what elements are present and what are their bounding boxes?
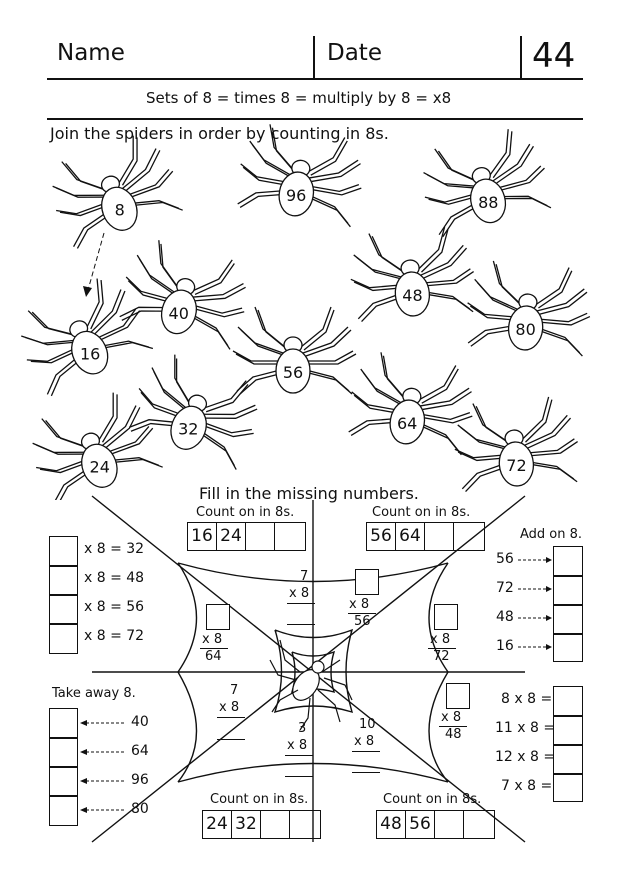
count-cell: 24 [203,811,232,839]
sum-f-top: 3 [298,721,307,736]
divider [553,575,583,577]
sum-h-op: x 8 [441,710,462,725]
take-away-arrows [78,713,128,823]
sum-d-answer-box[interactable] [434,604,458,630]
add-on-item: 16 [496,638,514,654]
divider [553,773,583,775]
sum-h-result: 48 [445,727,462,742]
count-cell: 48 [377,811,406,839]
take-away-item: 80 [131,801,149,817]
count-top-right-title: Count on in 8s. [372,505,471,520]
sum-a-answer-line[interactable] [287,624,315,625]
sum-a-rule [287,603,315,604]
spider-label: 56 [282,363,304,382]
sum-c-op: x 8 [202,632,223,647]
spider-label: 24 [89,457,110,477]
add-on-arrows [514,550,554,660]
count-bottom-right-row [376,810,495,839]
count-bottom-left-row [202,810,321,839]
sum-b-result: 56 [354,614,371,629]
spider-label: 88 [478,192,499,212]
sum-f-op: x 8 [287,738,308,753]
spider-label: 40 [168,303,189,323]
sum-d-op: x 8 [430,632,451,647]
divider [553,744,583,746]
left-equation: x 8 = 56 [84,599,145,615]
spider-label: 32 [178,419,199,439]
spider-label: 48 [402,285,423,305]
sum-e-rule [217,717,245,718]
count-answer-cell[interactable] [261,811,290,839]
divider [553,633,583,635]
sum-g-top: 10 [359,717,376,732]
count-bottom-left-title: Count on in 8s. [210,792,309,807]
right-equation: 7 x 8 = [501,778,553,794]
take-away-item: 40 [131,714,149,730]
sum-f-rule [285,755,313,756]
web-spider [270,640,352,730]
count-cell: 64 [396,523,425,551]
sum-d-result: 72 [433,649,450,664]
sum-b-op: x 8 [349,597,370,612]
sum-g-rule [352,751,380,752]
sum-h-answer-box[interactable] [446,683,470,709]
left-equation: x 8 = 32 [84,541,145,557]
sum-c-answer-box[interactable] [206,604,230,630]
divider [553,715,583,717]
right-equation: 12 x 8 = [495,749,556,765]
spider-label: 64 [396,413,418,433]
count-cell: 32 [232,811,261,839]
count-bottom-right-title: Count on in 8s. [383,792,482,807]
add-on-title: Add on 8. [520,527,583,542]
sum-a-op: x 8 [289,586,310,601]
name-label: Name [57,40,125,66]
sum-f-answer-line[interactable] [285,776,313,777]
spider-label: 16 [79,344,101,364]
right-equation: 8 x 8 = [501,691,553,707]
take-away-item: 64 [131,743,149,759]
divider [49,565,78,567]
divider [553,604,583,606]
count-answer-cell[interactable] [290,811,319,839]
count-cell: 24 [217,523,246,551]
add-on-item: 56 [496,551,514,567]
sum-e-op: x 8 [219,700,240,715]
divider [49,795,78,797]
subtitle: Sets of 8 = times 8 = multiply by 8 = x8 [146,89,452,107]
sum-g-op: x 8 [354,734,375,749]
add-on-item: 72 [496,580,514,596]
left-equation: x 8 = 72 [84,628,145,644]
page-number: 44 [532,36,576,76]
count-cell: 56 [367,523,396,551]
sum-a-top: 7 [300,569,309,584]
take-away-item: 96 [131,772,149,788]
left-equation: x 8 = 48 [84,570,145,586]
count-answer-cell[interactable] [425,523,454,551]
count-cell: 56 [406,811,435,839]
divider [49,594,78,596]
count-answer-cell[interactable] [275,523,304,551]
count-answer-cell[interactable] [246,523,275,551]
count-answer-cell[interactable] [435,811,464,839]
spider-instruction: Join the spiders in order by counting in 8s. [50,124,389,143]
count-answer-cell[interactable] [464,811,493,839]
count-answer-cell[interactable] [454,523,483,551]
count-top-left-title: Count on in 8s. [196,505,295,520]
sum-b-answer-box[interactable] [355,569,379,595]
spider-label: 96 [285,185,307,205]
take-away-title: Take away 8. [52,686,136,701]
right-equation: 11 x 8 = [495,720,556,736]
count-top-right-row [366,522,485,551]
spider-label: 80 [515,319,536,339]
missing-instruction: Fill in the missing numbers. [199,484,419,503]
sum-e-top: 7 [230,683,239,698]
sum-e-answer-line[interactable] [217,739,245,740]
date-label: Date [327,40,382,66]
spider-label: 8 [114,200,125,220]
count-cell: 16 [188,523,217,551]
count-top-left-row [187,522,306,551]
divider [49,737,78,739]
divider [49,623,78,625]
sum-g-answer-line[interactable] [352,772,380,773]
add-on-item: 48 [496,609,514,625]
spider-label: 72 [506,455,527,475]
sum-c-result: 64 [205,649,222,664]
divider [49,766,78,768]
